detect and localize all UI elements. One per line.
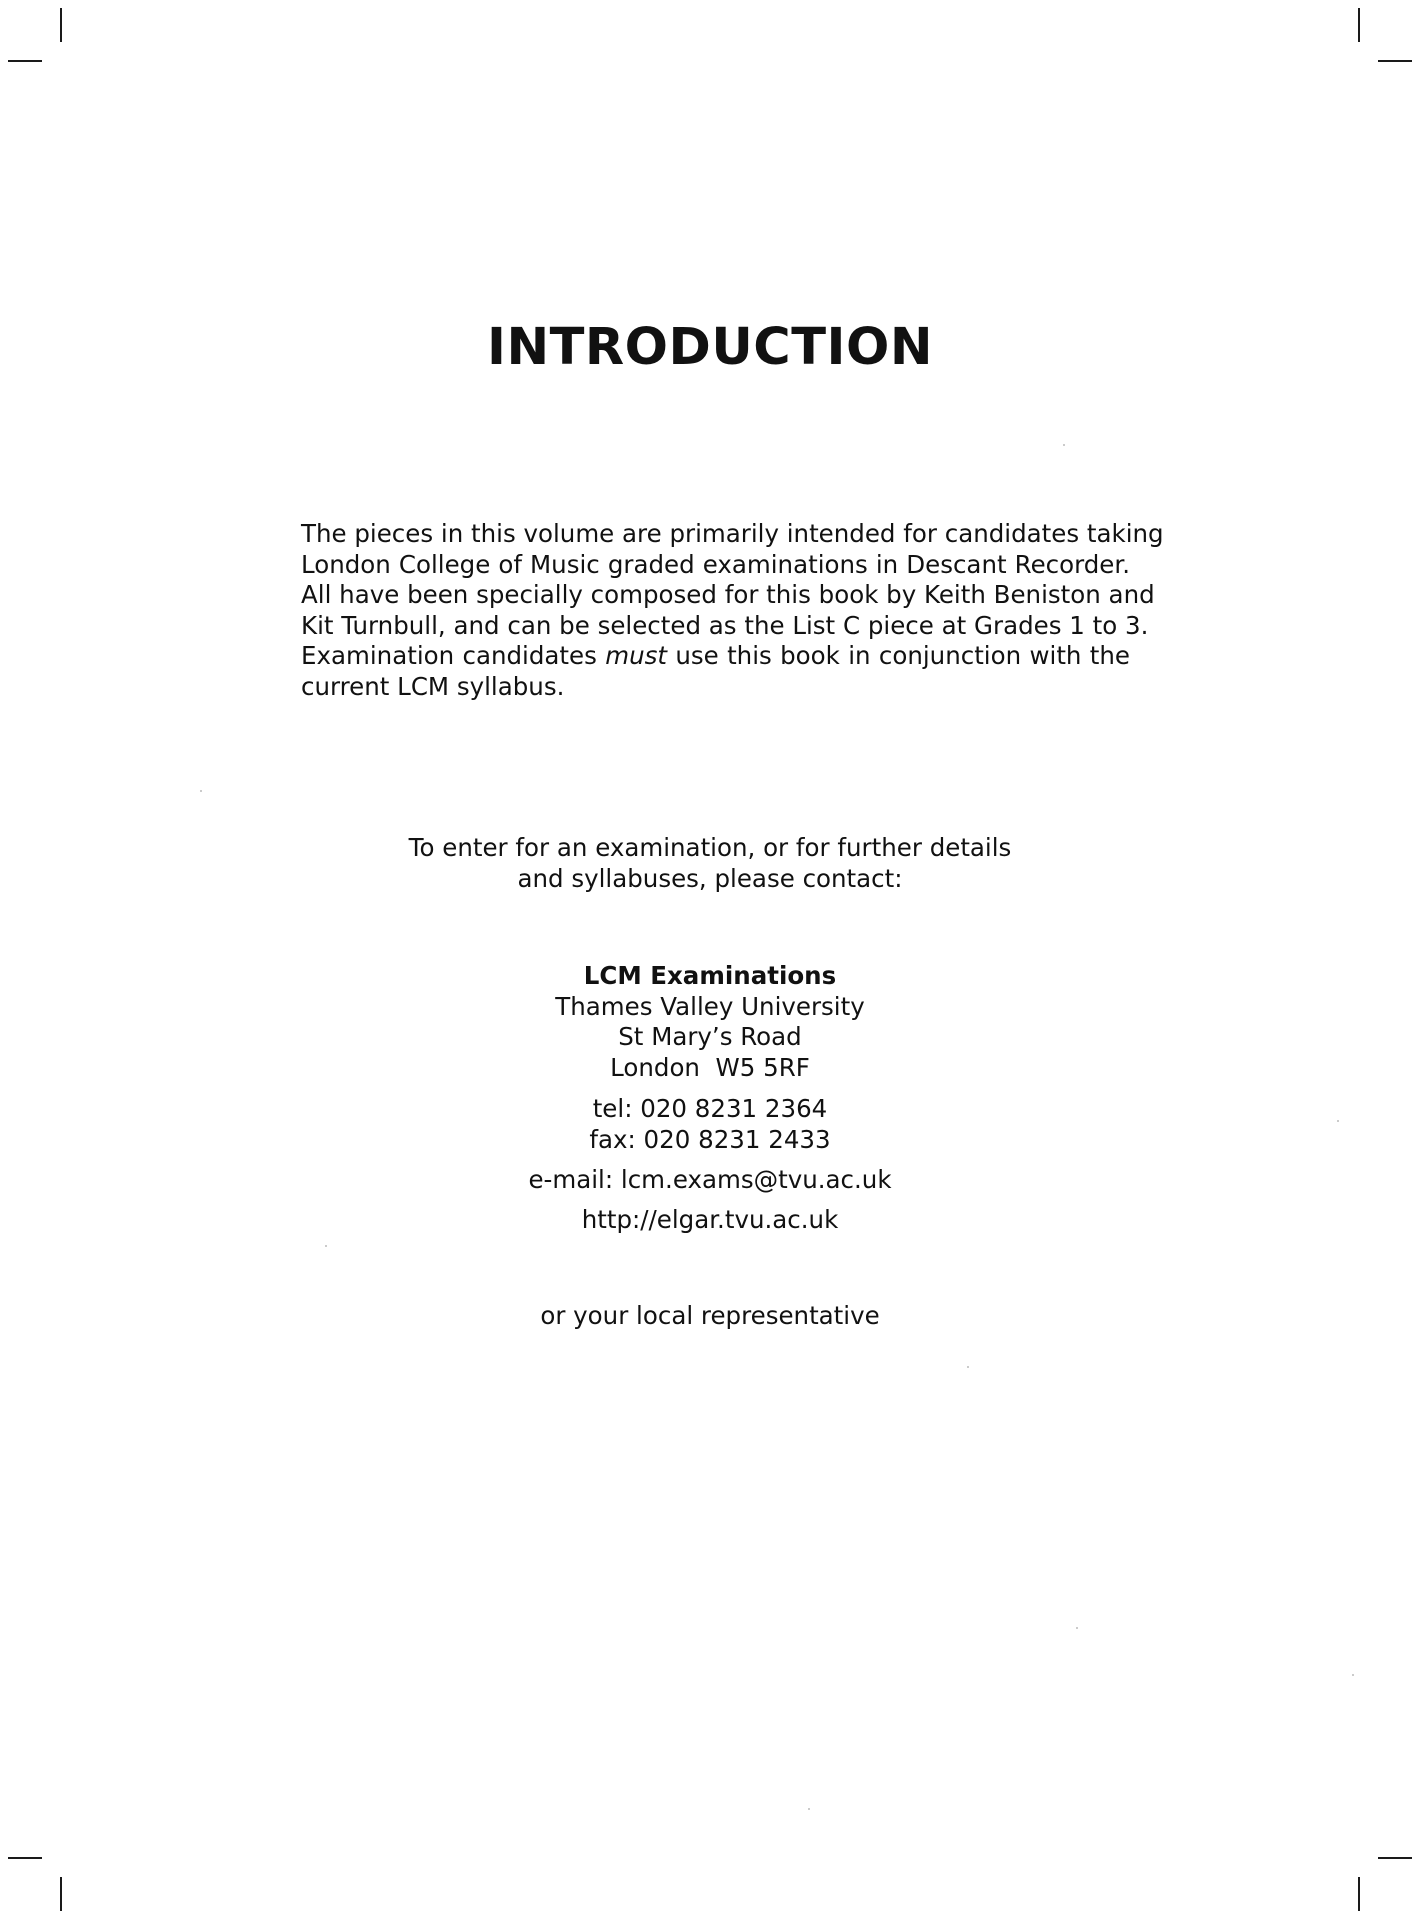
intro-paragraph xyxy=(301,519,1164,702)
address-block xyxy=(0,961,1420,1083)
email-address: e-mail: lcm.exams@tvu.ac.uk xyxy=(528,1165,892,1194)
website-url: http://elgar.tvu.ac.uk xyxy=(581,1205,839,1234)
intro-line-5 xyxy=(301,641,1130,672)
crop-mark-bottom-right-horizontal xyxy=(1378,1857,1412,1859)
contact-intro xyxy=(0,833,1420,894)
contact-intro-line-1: To enter for an examination, or for further details xyxy=(408,833,1012,862)
page-title: INTRODUCTION xyxy=(486,318,934,377)
local-representative-note: or your local representative xyxy=(540,1301,880,1330)
scan-speck xyxy=(325,1245,327,1247)
crop-mark-bottom-right-vertical xyxy=(1358,1877,1360,1911)
crop-mark-top-left-vertical xyxy=(60,8,62,42)
crop-mark-top-right-horizontal xyxy=(1378,60,1412,62)
intro-emphasis-must: must xyxy=(605,641,667,670)
organisation-name: LCM Examinations xyxy=(583,961,837,990)
intro-line-4: Kit Turnbull, and can be selected as the List C piece at Grades 1 to 3. xyxy=(301,610,1149,640)
scan-speck xyxy=(1063,444,1065,446)
scan-speck xyxy=(808,1808,810,1810)
intro-line-2: London College of Music graded examinations in Descant Recorder. xyxy=(301,549,1130,579)
crop-mark-bottom-left-vertical xyxy=(60,1877,62,1911)
crop-mark-bottom-left-horizontal xyxy=(8,1857,42,1859)
intro-line-6: current LCM syllabus. xyxy=(301,671,565,701)
telephone-number: tel: 020 8231 2364 xyxy=(592,1094,828,1123)
crop-mark-top-left-horizontal xyxy=(8,60,42,62)
scan-speck xyxy=(200,790,202,792)
intro-line-1: The pieces in this volume are primarily intended for candidates taking xyxy=(301,519,1164,548)
address-line-2: St Mary’s Road xyxy=(618,1022,802,1051)
scan-speck xyxy=(1352,1674,1354,1676)
scan-speck xyxy=(1076,1627,1078,1629)
address-line-3: London W5 5RF xyxy=(610,1052,810,1082)
scan-speck xyxy=(967,1366,969,1368)
fax-number: fax: 020 8231 2433 xyxy=(589,1124,831,1154)
phone-block xyxy=(0,1094,1420,1155)
crop-mark-top-right-vertical xyxy=(1358,8,1360,42)
intro-line-5-end: use this book in conjunction with the xyxy=(675,641,1131,670)
intro-line-5-start: Examination candidates xyxy=(301,641,597,670)
intro-line-3: All have been specially composed for this book by Keith Beniston and xyxy=(301,580,1155,609)
contact-intro-line-2: and syllabuses, please contact: xyxy=(517,863,903,893)
address-line-1: Thames Valley University xyxy=(555,991,865,1021)
